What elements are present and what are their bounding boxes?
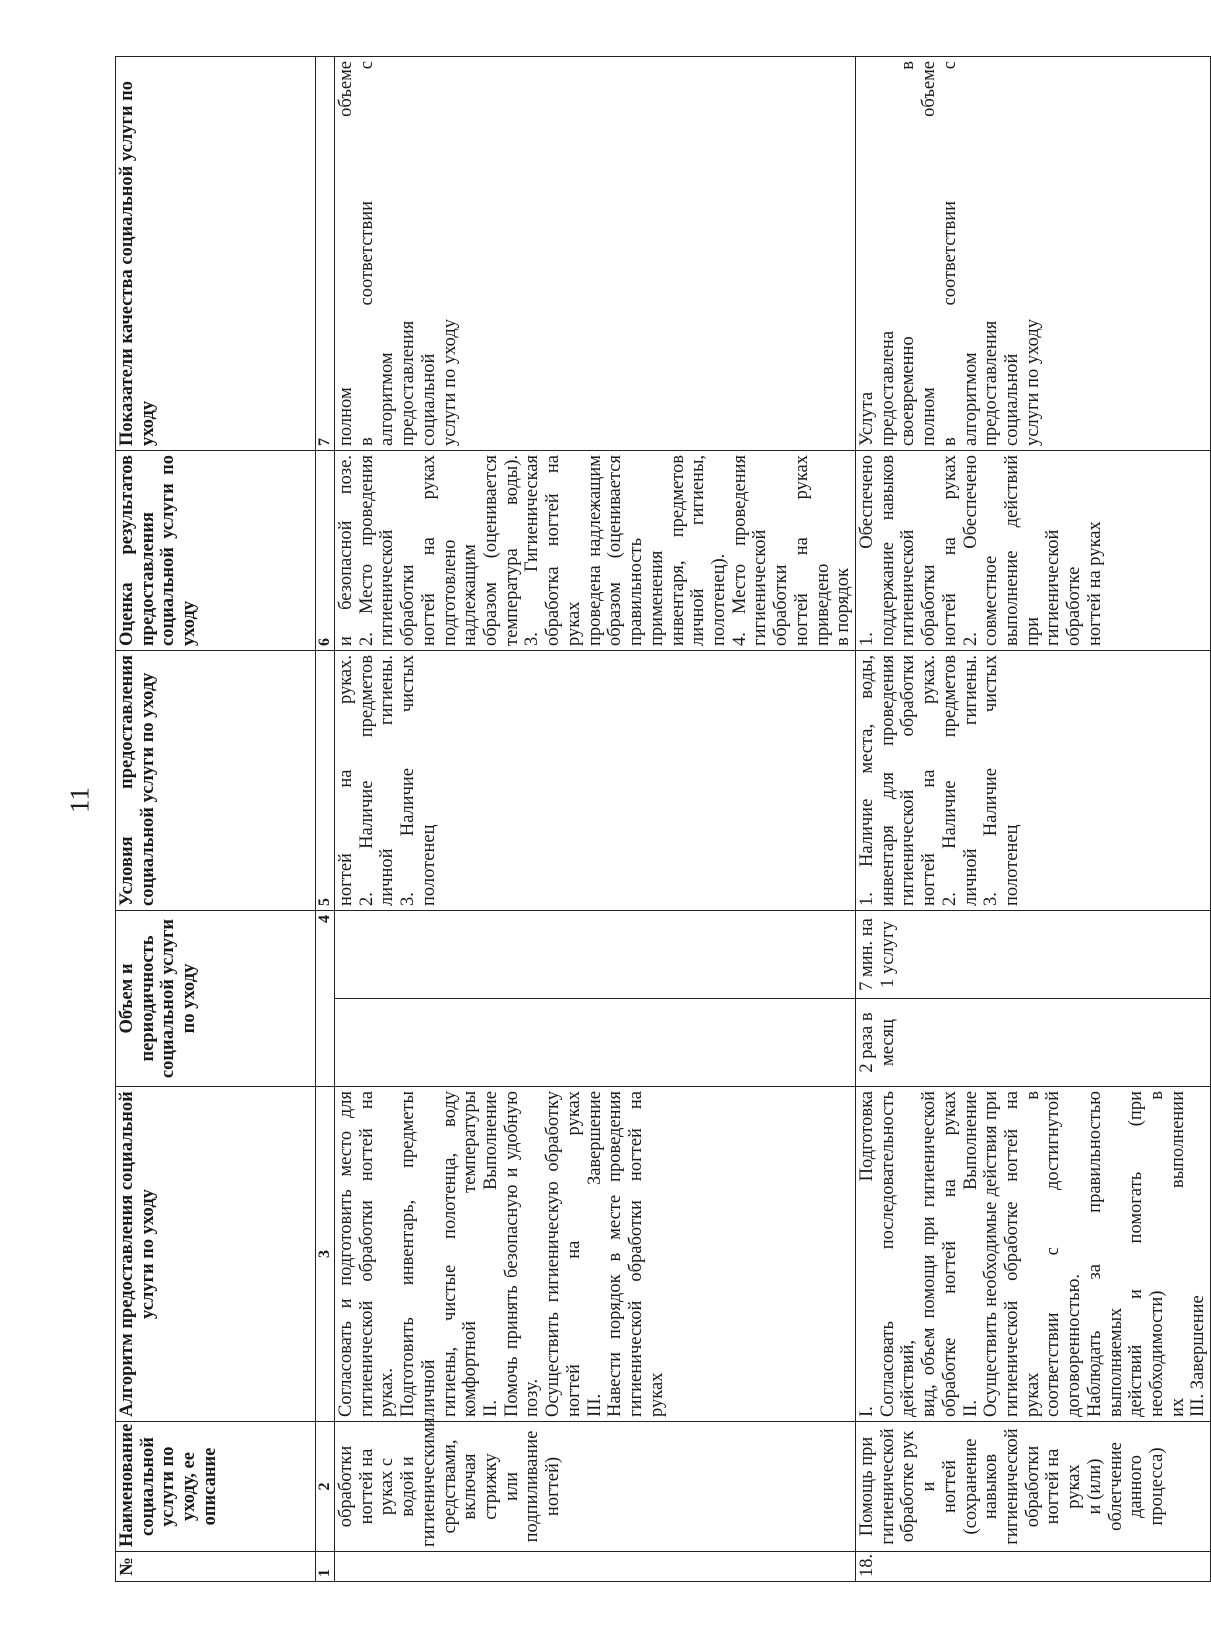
- cell-line: обработке ногтей на руках: [939, 1091, 960, 1417]
- cell-line: обработке рук и: [898, 1430, 940, 1543]
- cell-line: ногтей): [543, 1456, 564, 1517]
- cell-line: Навести порядок в месте проведения: [605, 1091, 626, 1417]
- cell-line: Осуществить необходимые действия при: [981, 1091, 1002, 1417]
- cell-line: правильность применения: [626, 537, 667, 646]
- cell-no: 18.: [855, 1552, 1210, 1582]
- header-quality: Показатели качества социальной услуги по уходу: [116, 56, 316, 450]
- cell-line: полном объеме: [919, 60, 940, 446]
- cell-line: своевременно в: [898, 60, 919, 446]
- cell-line: средствами,: [439, 1439, 460, 1534]
- cell-line: социальной: [418, 353, 439, 446]
- cell-line: предоставления: [981, 320, 1002, 446]
- cell-line: их выполнении: [1167, 1091, 1188, 1417]
- cell-line: инвентаря, предметов: [667, 454, 688, 646]
- cell-line: гигиенической обработки: [898, 654, 919, 906]
- header-evaluation: Оценка результатов предоставления социальной услуги по уходу: [116, 450, 316, 650]
- cell-line: 2. Наличие предметов: [939, 654, 960, 906]
- cell-line: 3. Наличие чистых: [398, 654, 419, 906]
- cell-line: гигиенической обработки: [377, 529, 419, 646]
- cell-line: температура воды).: [501, 454, 522, 646]
- cell-line: полном объеме: [336, 60, 356, 446]
- rotated-table-wrapper: [115, 57, 1209, 1582]
- cell-line: гигиенической: [877, 1428, 898, 1545]
- cell-line: 1. Обеспечено: [856, 454, 877, 646]
- cell-line: полотенец: [1002, 824, 1022, 906]
- cell-volume-time: 7 мин. на 1 услугу: [855, 910, 1210, 998]
- cell-line: алгоритмом: [377, 352, 398, 446]
- cell-line: услуги по уходу: [439, 318, 460, 446]
- cell-line: полотенец: [418, 824, 439, 906]
- cell-line: гигиенической обработки ногтей на руках: [626, 1091, 667, 1417]
- cell-volume-time: [335, 910, 856, 998]
- cell-line: личной гигиены,: [688, 454, 709, 646]
- cell-line: Согласовать и подготовить место для: [336, 1091, 356, 1417]
- cell-line: ногтей на руках.: [336, 654, 356, 906]
- cell-line: проведена надлежащим: [584, 454, 605, 646]
- column-number: 3: [316, 1087, 335, 1422]
- cell-line: Подготовить инвентарь, предметы личной: [398, 1091, 439, 1417]
- cell-line: 1. Наличие места, воды,: [856, 654, 877, 906]
- cell-line: предоставления: [398, 320, 419, 446]
- cell-line: обработка ногтей на руках: [543, 454, 584, 646]
- cell-line: Помочь принять безопасную и удобную позу.: [501, 1091, 543, 1417]
- cell-line: ногтей на руках: [1043, 1448, 1085, 1525]
- cell-line: 3. Наличие чистых: [981, 654, 1002, 906]
- column-number: 1: [316, 1552, 335, 1582]
- cell-line: договоренностью.: [1064, 1273, 1085, 1417]
- cell-line: социальной: [1002, 353, 1022, 446]
- cell-line: ногтей на руках: [939, 454, 960, 646]
- header-algorithm: Алгоритм предоставления социальной услуги по уходу: [116, 1087, 316, 1422]
- cell-line: гигиенической обработке ногтей на руках в: [1002, 1091, 1043, 1417]
- cell-line: II. Выполнение: [960, 1091, 981, 1417]
- cell-line: III. Завершение: [584, 1091, 605, 1417]
- cell-line: Помощь при: [856, 1436, 877, 1537]
- cell-line: гигиенической обработке: [1043, 529, 1085, 646]
- cell-line: облегчение: [1105, 1442, 1126, 1531]
- cell-line: ногтей на руках с: [356, 1448, 398, 1525]
- cell-line: подпиливание: [522, 1430, 543, 1543]
- cell-line: гигиенической обработки: [898, 529, 940, 646]
- cell-conditions: [335, 650, 856, 910]
- cell-line: образом (оценивается: [481, 454, 502, 646]
- column-number: 2: [316, 1422, 335, 1552]
- cell-line: навыков: [981, 1453, 1002, 1520]
- cell-line: в соответствии с: [356, 60, 377, 446]
- cell-line: ногтей на руках: [1084, 521, 1105, 646]
- cell-line: выполнение действий при: [1002, 454, 1043, 646]
- cell-line: или: [501, 1471, 522, 1502]
- cell-line: гигиенической обработки: [750, 529, 792, 646]
- cell-line: III. Завершение: [1188, 1295, 1209, 1417]
- cell-line: и безопасной позе.: [336, 454, 356, 646]
- cell-algorithm: [335, 1087, 856, 1422]
- column-number: 7: [316, 56, 335, 450]
- cell-volume: [335, 999, 856, 1087]
- cell-line: 2. Место проведения: [356, 454, 377, 646]
- cell-line: полотенец).: [708, 553, 729, 646]
- cell-volume: 2 раза в месяц: [855, 999, 1210, 1087]
- cell-line: Согласовать последовательность действий,: [877, 1091, 919, 1417]
- cell-line: II. Выполнение: [481, 1091, 502, 1417]
- table-row-18: [855, 56, 1210, 1581]
- cell-line: обработки: [1022, 1445, 1043, 1528]
- cell-line: гигиеническими: [418, 1417, 439, 1547]
- cell-line: поддержание навыков: [877, 454, 898, 646]
- cell-line: действий и помогать (при необходимости) в: [1126, 1091, 1168, 1417]
- cell-evaluation: [855, 450, 1210, 650]
- cell-line: водой и: [398, 1456, 419, 1517]
- cell-line: 3. Гигиеническая: [522, 454, 543, 646]
- cell-line: Наблюдать за правильностью выполняемых: [1084, 1091, 1126, 1417]
- cell-line: инвентаря для проведения: [877, 654, 898, 906]
- column-number-row: [316, 56, 335, 1581]
- cell-line: предоставлена: [877, 330, 898, 446]
- cell-line: и (или): [1084, 1458, 1105, 1515]
- cell-line: в соответствии с: [939, 60, 960, 446]
- header-conditions: Условия предоставления социальной услуги по уходу: [116, 650, 316, 910]
- cell-line: (сохранение: [960, 1438, 981, 1535]
- cell-line: гигиены, чистые полотенца, воду: [439, 1091, 460, 1417]
- cell-conditions: [855, 650, 1210, 910]
- cell-no: [335, 1552, 856, 1582]
- cell-line: Услута: [856, 391, 877, 446]
- cell-line: алгоритмом: [960, 352, 981, 446]
- cell-evaluation: [335, 450, 856, 650]
- cell-line: подготовлено надлежащим: [439, 539, 481, 646]
- cell-line: ногтей на руках: [418, 454, 439, 646]
- header-volume: Объем и периодичность социальной услуги по уходу: [116, 910, 316, 1086]
- cell-line: личной гигиены.: [377, 654, 398, 906]
- cell-line: I. Подготовка: [856, 1091, 877, 1417]
- cell-quality: [335, 56, 856, 450]
- cell-line: образом (оценивается: [605, 454, 626, 646]
- header-no: №: [116, 1552, 316, 1582]
- cell-line: ногтей: [939, 1460, 960, 1513]
- cell-line: 4. Место проведения: [729, 454, 750, 646]
- cell-name: [855, 1422, 1210, 1552]
- header-name: Наименование социальной услуги по уходу, ее описание: [116, 1422, 316, 1552]
- table-row-continuation: [335, 56, 856, 1581]
- cell-line: 2. Обеспечено совместное: [960, 454, 1002, 646]
- cell-line: личной гигиены.: [960, 654, 981, 906]
- page-number: 11: [64, 787, 95, 813]
- cell-line: в порядок: [833, 568, 854, 646]
- cell-line: гигиенической: [1002, 1428, 1022, 1545]
- cell-line: услуги по уходу: [1022, 318, 1043, 446]
- cell-line: гигиенической обработки ногтей на руках.: [356, 1091, 398, 1417]
- cell-line: вид, объем помощи при гигиенической: [919, 1091, 940, 1417]
- column-number: 5: [316, 650, 335, 910]
- cell-line: ногтей на руках приведено: [791, 454, 833, 646]
- cell-line: 2. Наличие предметов: [356, 654, 377, 906]
- cell-line: ногтей на руках: [563, 1091, 584, 1417]
- cell-line: комфортной температуры: [460, 1091, 481, 1417]
- cell-line: процесса): [1147, 1447, 1168, 1526]
- header-row: [116, 56, 316, 1581]
- cell-line: ногтей на руках.: [919, 654, 940, 906]
- cell-line: соответствии с достигнутой: [1043, 1091, 1064, 1417]
- cell-line: обработки: [336, 1445, 356, 1528]
- column-number: 6: [316, 450, 335, 650]
- cell-quality: [855, 56, 1210, 450]
- cell-line: включая стрижку: [460, 1453, 502, 1520]
- cell-name: [335, 1417, 856, 1552]
- column-number: 4: [316, 910, 335, 1086]
- cell-line: Осуществить гигиеническую обработку: [543, 1091, 564, 1417]
- cell-algorithm: [855, 1087, 1210, 1422]
- cell-line: данного: [1126, 1454, 1147, 1519]
- services-table: [115, 56, 1211, 1582]
